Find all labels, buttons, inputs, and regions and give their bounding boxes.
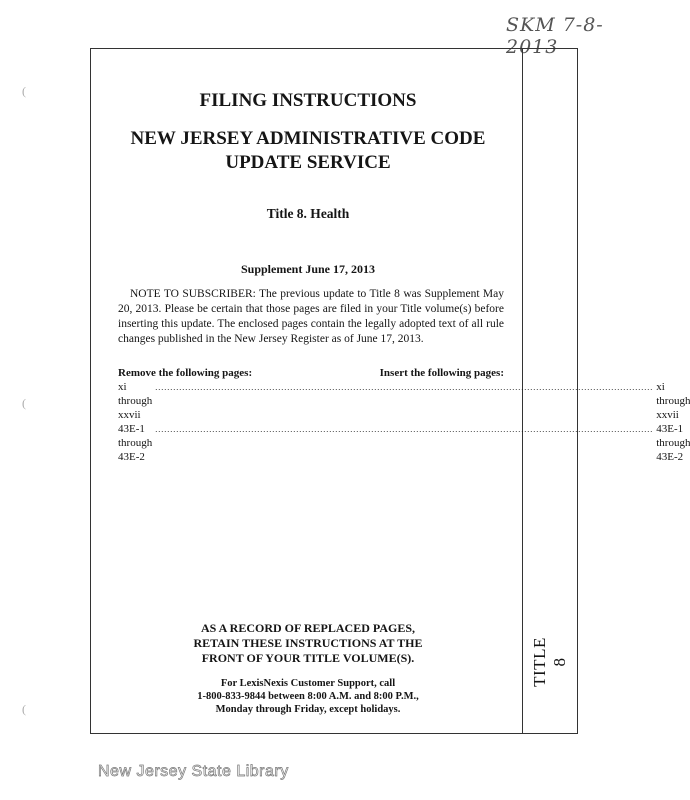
filing-table-row [118,380,690,422]
remove-pages-cell: xi through xxvii [118,381,153,421]
remove-pages-cell: 43E-1 through 43E-2 [118,423,153,463]
record-instruction [96,621,520,666]
heading-update-service: UPDATE SERVICE [225,152,391,173]
record-line: AS A RECORD OF REPLACED PAGES, [200,621,416,635]
library-stamp: New Jersey State Library [98,763,289,780]
margin-mark: ( [22,702,26,716]
record-line: FRONT OF YOUR TITLE VOLUME(S). [201,651,415,665]
filing-table-row [118,422,690,464]
title-tab-label: TITLE 8 [530,637,569,687]
dot-leader: ...................................................................................................................................................................... [155,425,654,434]
supplement-date: Supplement June 17, 2013 [240,262,376,276]
dot-leader: ...................................................................................................................................................................... [155,383,654,392]
customer-support-info [96,677,520,716]
insert-pages-cell: 43E-1 through 43E-2 [656,423,690,463]
handwritten-annotation: SKM 7-8-2013 [506,14,604,58]
heading-code-name: NEW JERSEY ADMINISTRATIVE CODE [130,128,486,149]
support-line: Monday through Friday, except holidays. [215,704,401,715]
page-filing-table [118,367,690,464]
support-line: For LexisNexis Customer Support, call [220,678,396,689]
title-subtitle: Title 8. Health [266,206,350,221]
filing-table-header [118,367,504,380]
record-line: RETAIN THESE INSTRUCTIONS AT THE [193,636,423,650]
remove-pages-header: Remove the following pages: [118,367,253,379]
margin-mark: ( [22,396,26,410]
support-line: 1-800-833-9844 between 8:00 A.M. and 8:00 P.M., [197,691,419,702]
insert-pages-cell: xi through xxvii [656,381,690,421]
insert-pages-header: Insert the following pages: [379,367,504,379]
margin-mark: ( [22,84,26,98]
heading-filing-instructions: FILING INSTRUCTIONS [199,90,417,111]
note-to-subscriber: NOTE TO SUBSCRIBER: The previous update to Title 8 was Supplement May 20, 2013. Please be certain that those pages are filed in your Title volume(s) before inserting this update. The enclosed pages contain the legally adopted text of all rule changes published in the New Jersey Register as of June 17, 2013. [118,288,504,345]
